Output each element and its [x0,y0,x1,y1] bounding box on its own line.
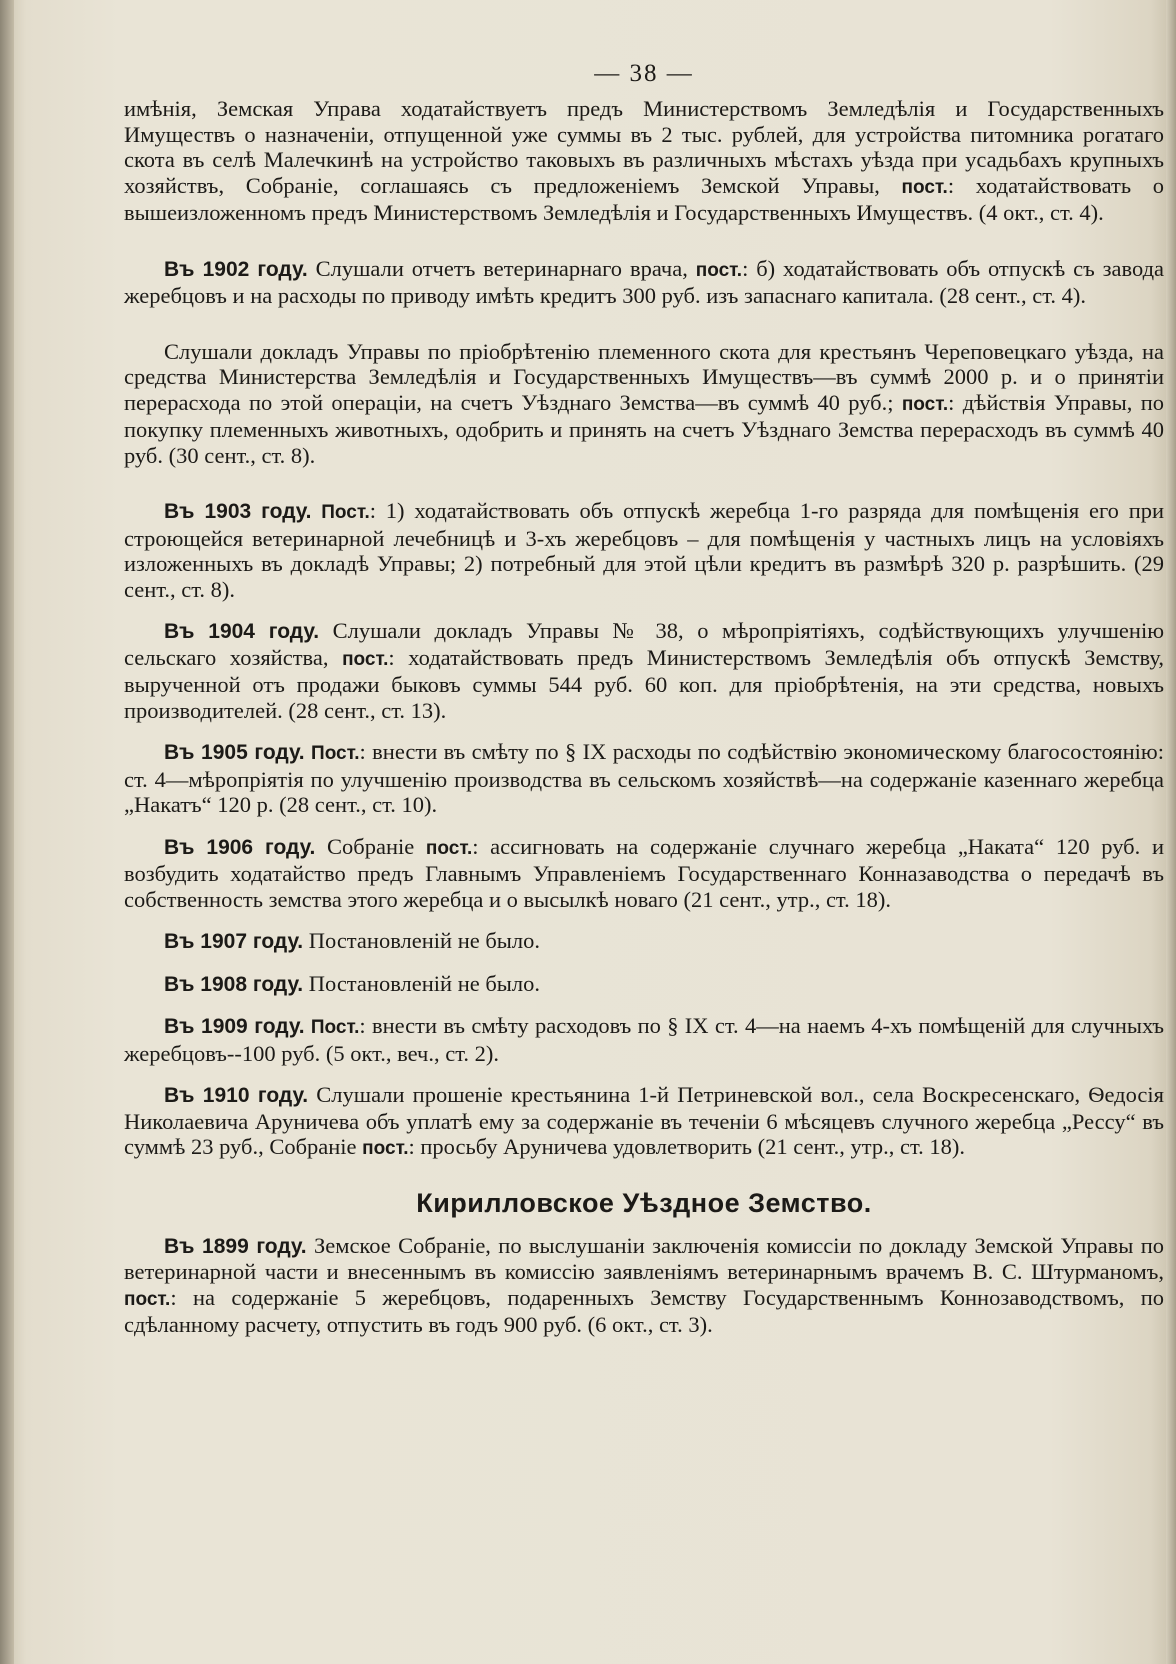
year-heading: Въ 1908 году. [164,972,304,996]
year-heading: Въ 1910 году. [164,1084,309,1107]
paragraph-1906 [124,834,1164,913]
page-number: — 38 — [594,60,694,87]
paragraph-1908 [124,971,1164,998]
text: Слушали докладъ Управы № 38, о мѣропріятіяхъ, содѣйствующихъ улучшенію сельскаго хозяйства, [124,618,1165,670]
year-heading: Въ 1909 году. [164,1015,305,1038]
text: Земское Собраніе, по выслушаніи заключенія комиссіи по докладу Земской Управы по ветеринарной части и внесеннымъ въ комиссію заявленіямъ ветеринарнымъ врачемъ В. С. Штурманомъ, [124,1232,1164,1284]
text: Слушали прошеніе крестьянина 1-й Петриневской вол., села Воскресенскаго, Ѳедосія Николаевича Аруничева объ уплатѣ ему за содержаніе въ теченіи 6 мѣсяцевъ случного жеребца „Рессу“ въ суммѣ 23 руб., Собраніе [124,1082,1164,1159]
paragraph-intro [124,96,1164,226]
year-heading: Въ 1902 году. [164,257,308,281]
text: : ассигновать на содержаніе случнаго жеребца „Наката“ 120 руб. и возбудить ходатайство предъ Главнымъ Управленіемъ Государственнаго Конназаводства о передачѣ въ собственность земства этого жеребца и о высылкѣ новаго (21 сент., утр., ст. 18). [124,833,1164,912]
text: : просьбу Аруничева удовлетворить (21 сент., утр., ст. 18). [408,1134,965,1159]
text: : на содержаніе 5 жеребцовъ, подаренныхъ Земству Государственнымъ Коннозаводствомъ, по сдѣланному расчету, отпустить въ годъ 900 руб. (6 окт., ст. 3). [124,1284,1164,1337]
text: имѣнія, Земская Управа ходатайствуетъ предъ Министерствомъ Земледѣлія и Государственныхъ Имуществъ о назначеніи, отпущенной уже суммы въ 2 тыс. рублей, для устройства питомника рогатаго скота въ селѣ Малечкинѣ на устройство таковыхъ въ различныхъ мѣстахъ уѣзда при усадьбахъ крупныхъ хозяйствъ, Собраніе, соглашаясь съ предложеніемъ Земской Управы, [124,96,1164,198]
paragraph-1902-a [124,256,1164,309]
text: : внести въ смѣту по § IX расходы по содѣйствію экономическому благосостоянію: ст. 4—мѣропріятія по улучшенію производства въ сельскомъ хозяйствѣ—на содержаніе казеннаго жеребца „Накатъ“ 120 р. (28 сент., ст. 10). [124,739,1164,817]
paragraph-1907 [124,928,1164,955]
page-content [124,60,1164,1354]
paragraph-1904 [124,618,1164,723]
resolution-mark: пост. [901,393,949,415]
year-heading: Въ 1907 году. [164,930,304,953]
text: : ходатайствовать предъ Министерствомъ Земледѣлія объ отпускѣ Земству, вырученной отъ продажи быковъ суммы 544 руб. 60 коп. для пріобрѣтенія, на эти средства, новыхъ производителей. (28 сент., ст. 13). [124,644,1165,723]
paragraph-1910 [124,1082,1164,1162]
paragraph-1909 [124,1013,1164,1066]
resolution-mark: пост. [695,259,743,281]
binding-edge [0,0,14,1664]
text: : дѣйствія Управы, по покупку племенныхъ животныхъ, одобрить и принять на счетъ Уѣзднаго Земства перерасходъ въ суммѣ 40 руб. (30 сент., ст. 8). [124,389,1165,468]
text: Постановленій не было. [303,928,541,953]
resolution-mark: Пост. [311,743,360,764]
text: Постановленій не было. [303,970,541,996]
text: : б) ходатайствовать объ отпускѣ съ завода жеребцовъ и на расходы по приводу имѣть кредитъ 300 руб. изъ запаснаго капитала. (28 сент., ст. 4). [124,255,1165,308]
resolution-mark: пост. [901,176,948,198]
text: Слушали докладъ Управы по пріобрѣтенію племенного скота для крестьянъ Череповецкаго уѣзда, на средства Министерства Земледѣлія и Государственныхъ Имуществъ—въ суммѣ 2000 р. и о принятіи перерасхода по этой операціи, на счетъ Уѣзднаго Земства—въ суммѣ 40 руб.; [124,338,1164,415]
text: : ходатайствовать о вышеизложенномъ предъ Министерствомъ Земледѣлія и Государственныхъ Имуществъ. (4 окт., ст. 4). [124,172,1164,225]
resolution-mark: пост. [124,1288,171,1310]
resolution-mark: пост. [342,648,389,670]
resolution-mark: Пост. [310,1017,360,1038]
page-edge [1166,0,1176,1664]
section-title: Кирилловское Уѣздное Земство. [416,1187,872,1218]
paragraph-1899 [124,1233,1164,1338]
resolution-mark: пост. [425,837,473,859]
year-heading: Въ 1904 году. [164,620,320,643]
resolution-mark: пост. [362,1138,409,1159]
text: Слушали отчетъ ветеринарнаго врача, [307,255,688,281]
year-heading: Въ 1905 году. [164,741,305,764]
paragraph-1903 [124,498,1164,602]
paragraph-1902-b [124,339,1164,469]
year-heading: Въ 1903 году. [164,500,312,523]
text: Собраніе [315,833,415,859]
year-heading: Въ 1906 году. [164,835,316,859]
resolution-mark: Пост. [321,502,370,523]
year-heading: Въ 1899 году. [164,1234,307,1258]
text: : внести въ смѣту расходовъ по § IX ст. 4—на наемъ 4-хъ помѣщеній для случныхъ жеребцовъ--100 руб. (5 окт., веч., ст. 2). [124,1013,1165,1066]
text: : 1) ходатайствовать объ отпускѣ жеребца 1-го разряда для помѣщенія его при строющейся ветеринарной лечебницѣ и 3-хъ жеребцовъ – для помѣщенія у частныхъ лицъ на условіяхъ изложенныхъ въ докладѣ Управы; 2) потребный для этой цѣли кредитъ въ размѣрѣ 320 р. разрѣшить. (29 сент., ст. 8). [124,498,1165,602]
paragraph-1905 [124,739,1164,818]
